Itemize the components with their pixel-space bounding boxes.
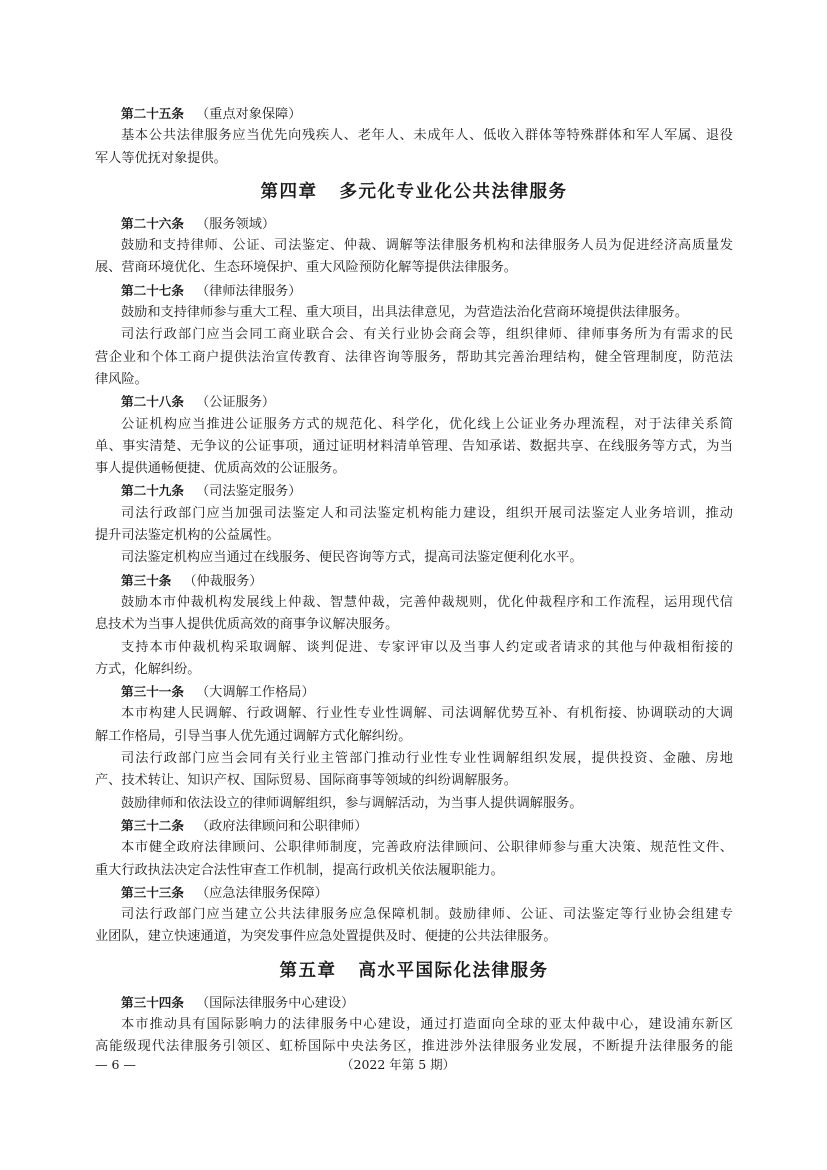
paragraph-line: 司法行政部门应当会同有关行业主管部门推动行业性专业性调解组织发展，提供投资、金融、房地	[121, 751, 733, 767]
article-title: （服务领域）	[195, 216, 276, 232]
chapter-number: 第四章	[260, 181, 318, 202]
article-title: （司法鉴定服务）	[195, 484, 302, 500]
article-heading	[95, 103, 733, 125]
page-number: — 6 —	[95, 1057, 136, 1072]
paragraph-line: 产、技术转让、知识产权、国际贸易、国际商事等领域的纠纷调解服务。	[95, 773, 517, 789]
page-footer	[95, 1054, 733, 1076]
article-number: 第二十五条	[121, 106, 184, 121]
chapter-title: 多元化专业化公共法律服务	[339, 181, 568, 202]
article-number: 第三十一条	[121, 684, 184, 700]
paragraph-line: 本市构建人民调解、行政调解、行业性专业性调解、司法调解优势互补、有机衔接、协调联动的大调	[121, 706, 733, 722]
article-heading	[95, 480, 733, 502]
chapter-number: 第五章	[279, 960, 337, 981]
paragraph-line: 单、事实清楚、无争议的公证事项，通过证明材料清单管理、告知承诺、数据共享、在线服务等方式，为当	[95, 438, 733, 454]
article-heading	[95, 391, 733, 413]
article-title: （政府法律顾问和公职律师）	[195, 818, 368, 834]
paragraph-line: 司法行政部门应当建立公共法律服务应急保障机制。鼓励律师、公证、司法鉴定等行业协会组建专	[121, 907, 733, 923]
paragraph-line: 司法鉴定机构应当通过在线服务、便民咨询等方式，提高司法鉴定便利化水平。	[121, 550, 583, 566]
paragraph-line: 息技术为当事人提供优质高效的商事争议解决服务。	[95, 617, 399, 633]
paragraph-line: 司法行政部门应当会同工商业联合会、有关行业协会商会等，组织律师、律师事务所为有需求的民	[121, 327, 733, 343]
paragraph-line: 提升司法鉴定机构的公益属性。	[95, 528, 280, 544]
article-number: 第二十九条	[121, 483, 184, 499]
article-heading	[95, 280, 733, 302]
issue-label: （2022 年第 5 期）	[341, 1057, 456, 1072]
article-title: （国际法律服务中心建设）	[195, 995, 355, 1011]
paragraph-line: 司法行政部门应当加强司法鉴定人和司法鉴定机构能力建设，组织开展司法鉴定人业务培训，推动	[121, 505, 733, 521]
paragraph-line: 鼓励律师和依法设立的律师调解组织，参与调解活动，为当事人提供调解服务。	[121, 795, 583, 811]
paragraph-line: 方式，化解纠纷。	[95, 661, 201, 677]
chapter-heading	[95, 953, 733, 989]
article-title: （大调解工作格局）	[195, 685, 315, 701]
article-title: （公证服务）	[195, 395, 276, 411]
paragraph-line: 鼓励和支持律师、公证、司法鉴定、仲裁、调解等法律服务机构和法律服务人员为促进经济高质量发	[121, 238, 733, 254]
article-heading	[95, 992, 733, 1014]
article-title: （重点对象保障）	[195, 107, 302, 122]
article-heading	[95, 882, 733, 904]
paragraph-line: 公证机构应当推进公证服务方式的规范化、科学化，优化线上公证业务办理流程，对于法律关系简	[121, 416, 733, 432]
article-number: 第二十七条	[121, 282, 184, 298]
paragraph-line: 基本公共法律服务应当优先向残疾人、老年人、未成年人、低收入群体等特殊群体和军人军属、退役	[121, 128, 733, 144]
paragraph-line: 事人提供通畅便捷、优质高效的公证服务。	[95, 461, 346, 477]
article-heading	[95, 570, 733, 592]
paragraph-line: 支持本市仲裁机构采取调解、谈判促进、专家评审以及当事人约定或者请求的其他与仲裁相衔接的	[121, 639, 733, 655]
chapter-heading	[95, 174, 733, 210]
article-heading	[95, 815, 733, 837]
article-heading	[95, 213, 733, 235]
paragraph-line: 高能级现代法律服务引领区、虹桥国际中央法务区，推进涉外法律服务业发展，不断提升法律服务的能	[95, 1039, 733, 1055]
article-number: 第二十六条	[121, 215, 184, 231]
paragraph-line: 本市推动具有国际影响力的法律服务中心建设，通过打造面向全球的亚太仲裁中心，建设浦东新区	[121, 1016, 733, 1032]
article-number: 第二十八条	[121, 394, 184, 410]
paragraph-line: 展、营商环境优化、生态环境保护、重大风险预防化解等提供法律服务。	[95, 260, 517, 276]
article-title: （律师法律服务）	[195, 283, 302, 299]
paragraph-line: 军人等优抚对象提供。	[95, 150, 227, 166]
article-number: 第三十四条	[121, 994, 184, 1010]
chapter-title: 高水平国际化法律服务	[358, 960, 549, 981]
paragraph-line: 解工作格局，引导当事人优先通过调解方式化解纠纷。	[95, 728, 412, 744]
article-number: 第三十条	[121, 572, 172, 588]
paragraph-line: 鼓励和支持律师参与重大工程、重大项目，出具法律意见，为营造法治化营商环境提供法律服务。	[121, 305, 689, 321]
paragraph-line: 本市健全政府法律顾问、公职律师制度，完善政府法律顾问、公职律师参与重大决策、规范性文件、	[121, 840, 733, 856]
paragraph-line: 重大行政执法决定合法性审查工作机制，提高行政机关依法履职能力。	[95, 862, 504, 878]
article-number: 第三十三条	[121, 884, 184, 900]
article-number: 第三十二条	[121, 817, 184, 833]
article-title: （仲裁服务）	[183, 573, 263, 589]
document-body	[95, 103, 733, 1059]
paragraph-line: 业团队，建立快速通道，为突发事件应急处置提供及时、便捷的公共法律服务。	[95, 929, 557, 945]
paragraph-line: 律风险。	[95, 371, 148, 387]
paragraph-line: 鼓励本市仲裁机构发展线上仲裁、智慧仲裁，完善仲裁规则，优化仲裁程序和工作流程，运用现代信	[121, 594, 733, 610]
article-heading	[95, 681, 733, 703]
article-title: （应急法律服务保障）	[195, 885, 328, 901]
paragraph-line: 营企业和个体工商户提供法治宣传教育、法律咨询等服务，帮助其完善治理结构，健全管理制度，防范法	[95, 349, 733, 365]
